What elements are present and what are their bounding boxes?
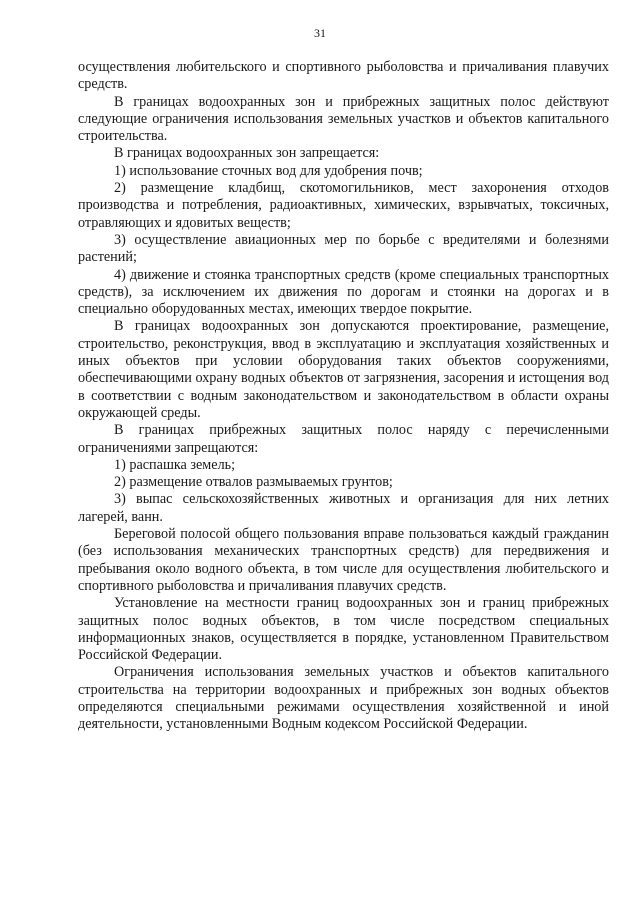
paragraph-special-regimes: Ограничения использования земельных участков и объектов капитального строительства на территории водоохранных и прибрежных зон водных объектов определяются специальными режимами осуществления хозяйственной и иной деятельности, установленными Водным кодексом Российской Федерации.	[78, 664, 609, 733]
list-item-prohibition-3: 3) осуществление авиационных мер по борьбе с вредителями и болезнями растений;	[78, 231, 609, 266]
list-item-prohibition-4: 4) движение и стоянка транспортных средств (кроме специальных транспортных средств), за исключением их движения по дорогам и стоянки на дорогах и в специально оборудованных местах, имеющих твердое покрытие.	[78, 266, 609, 318]
list-item-coastal-prohibition-3: 3) выпас сельскохозяйственных животных и организация для них летних лагерей, ванн.	[78, 491, 609, 525]
list-item-prohibition-2: 2) размещение кладбищ, скотомогильников, мест захоронения отходов производства и потребления, радиоактивных, химических, взрывчатых, токсичных, отравляющих и ядовитых веществ;	[78, 180, 609, 231]
document-body	[78, 59, 609, 734]
paragraph-coastal-strip-prohibitions-heading: В границах прибрежных защитных полос наряду с перечисленными ограничениями запрещаются:	[78, 422, 609, 456]
paragraph-boundary-establishment: Установление на местности границ водоохранных зон и границ прибрежных защитных полос водных объектов, в том числе посредством специальных информационных знаков, осуществляется в порядке, установленном Правительством Российской Федерации.	[78, 595, 609, 664]
paragraph-restrictions-intro: В границах водоохранных зон и прибрежных защитных полос действуют следующие ограничения использования земельных участков и объектов капитального строительства.	[78, 93, 609, 145]
paragraph-continuation: осуществления любительского и спортивного рыболовства и причаливания плавучих средств.	[78, 59, 609, 93]
paragraph-water-zone-prohibitions-heading: В границах водоохранных зон запрещается:	[114, 145, 380, 162]
paragraph-permitted-activities: В границах водоохранных зон допускаются проектирование, размещение, строительство, реконструкция, ввод в эксплуатацию и эксплуатация хозяйственных и иных объектов при условии оборудования таких объектов сооружениями, обеспечивающими охрану водных объектов от загрязнения, засорения и истощения вод в соответствии с водным законодательством и законодательством в области охраны окружающей среды.	[78, 318, 609, 421]
list-item-coastal-prohibition-1: 1) распашка земель;	[114, 456, 236, 473]
list-item-coastal-prohibition-2: 2) размещение отвалов размываемых грунтов;	[114, 474, 393, 491]
paragraph-public-shoreline: Береговой полосой общего пользования вправе пользоваться каждый гражданин (без использования механических транспортных средств) для передвижения и пребывания около водного объекта, в том числе для осуществления любительского и спортивного рыболовства и причаливания плавучих средств.	[78, 526, 609, 594]
list-item-prohibition-1: 1) использование сточных вод для удобрения почв;	[114, 162, 423, 179]
page-number: 31	[314, 26, 326, 40]
